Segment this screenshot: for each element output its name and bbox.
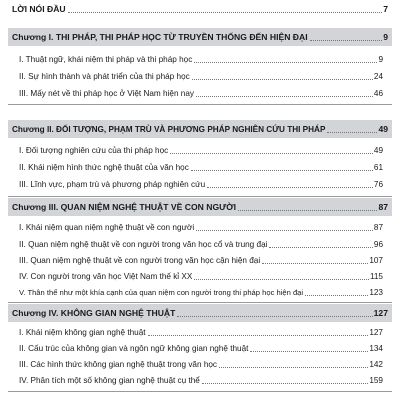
toc-entry [0, 143, 400, 156]
dot-leader [68, 12, 383, 13]
entry-page: 159 [369, 376, 383, 385]
divider [8, 196, 392, 197]
dot-leader [262, 263, 368, 264]
toc-entry [0, 341, 400, 354]
toc-entry [0, 373, 400, 386]
entry-page: 134 [369, 344, 383, 353]
entry-title: II. Quan niệm nghệ thuật về con người trong văn học cổ và trung đại [19, 240, 268, 249]
preface-title: LỜI NÓI ĐẦU [12, 4, 66, 14]
chapter-2-row [0, 122, 400, 135]
chapter-title: Chương III. QUAN NIỆM NGHỆ THUẬT VỀ CON NGƯỜI [12, 202, 236, 212]
chapter-3-row [0, 200, 400, 213]
toc-entry [0, 253, 400, 266]
dot-leader [269, 247, 372, 248]
dot-leader [310, 40, 383, 41]
dot-leader [250, 351, 368, 352]
dot-leader [170, 153, 373, 154]
preface-row [0, 2, 400, 15]
entry-page: 107 [369, 256, 383, 265]
entry-title: I. Đối tượng nghiên cứu của thi pháp học [19, 146, 169, 155]
entry-title: III. Mấy nét về thi pháp học ở Việt Nam hiện nay [19, 89, 194, 98]
entry-page: 142 [369, 360, 383, 369]
chapter-page: 127 [373, 308, 388, 318]
dot-leader [202, 383, 368, 384]
chapter-title: Chương I. THI PHÁP, THI PHÁP HỌC TỪ TRUYỀN THỐNG ĐẾN HIỆN ĐẠI [12, 32, 308, 42]
dot-leader [238, 210, 377, 211]
entry-title: I. Thuật ngữ, khái niệm thi pháp và thi pháp học [19, 55, 193, 64]
dot-leader [305, 295, 368, 296]
entry-page: 96 [373, 240, 383, 249]
entry-page: 46 [373, 89, 383, 98]
divider [8, 302, 392, 303]
toc-entry [0, 177, 400, 190]
dot-leader [219, 367, 368, 368]
entry-page: 123 [369, 288, 383, 297]
entry-title: I. Khái niệm không gian nghệ thuật [19, 328, 146, 337]
entry-page: 9 [378, 55, 383, 64]
dot-leader [191, 170, 373, 171]
toc-entry [0, 220, 400, 233]
toc-entry [0, 237, 400, 250]
chapter-4-row [0, 306, 400, 319]
chapter-page: 49 [378, 124, 388, 134]
dot-leader [192, 79, 373, 80]
toc-entry [0, 86, 400, 99]
dot-leader [148, 335, 369, 336]
toc-entry [0, 325, 400, 338]
entry-page: 61 [373, 163, 383, 172]
dot-leader [196, 96, 373, 97]
divider [8, 391, 392, 392]
chapter-page: 9 [383, 32, 388, 42]
toc-entry [0, 52, 400, 65]
entry-page: 49 [373, 146, 383, 155]
entry-title: III. Quan niệm nghệ thuật về con người trong văn học cận hiện đại [19, 256, 261, 265]
entry-page: 76 [373, 180, 383, 189]
dot-leader [327, 132, 377, 133]
entry-title: III. Các hình thức không gian nghệ thuật trong văn học [19, 360, 218, 369]
entry-title: V. Thân thể như một khía cạnh của quan niệm con người trong thi pháp học hiện đại [19, 288, 304, 297]
toc-entry [0, 160, 400, 173]
entry-page: 24 [373, 72, 383, 81]
entry-title: II. Cấu trúc của không gian và ngôn ngữ không gian nghệ thuật [19, 344, 249, 353]
entry-title: IV. Phân tích một số không gian nghệ thuật cụ thể [19, 376, 200, 385]
dot-leader [177, 316, 372, 317]
toc-entry [0, 357, 400, 370]
chapter-1-row [0, 30, 400, 43]
toc-entry [0, 269, 400, 282]
dot-leader [194, 279, 369, 280]
divider [8, 104, 392, 105]
chapter-page: 87 [378, 202, 388, 212]
entry-page: 115 [369, 272, 383, 281]
preface-page: 7 [383, 4, 388, 14]
entry-title: IV. Con người trong văn học Việt Nam thế kỉ XX [19, 272, 193, 281]
toc-entry [0, 285, 400, 298]
entry-title: I. Khái niệm quan niệm nghệ thuật về con người [19, 223, 195, 232]
entry-title: II. Khái niệm hình thức nghệ thuật của văn học [19, 163, 189, 172]
chapter-title: Chương IV. KHÔNG GIAN NGHỆ THUẬT [12, 308, 176, 318]
entry-page: 87 [373, 223, 383, 232]
entry-title: III. Lĩnh vực, phạm trù và phương pháp nghiên cứu [19, 180, 206, 189]
entry-page: 127 [369, 328, 383, 337]
dot-leader [194, 62, 377, 63]
dot-leader [207, 187, 373, 188]
dot-leader [196, 230, 373, 231]
chapter-title: Chương II. ĐỐI TƯỢNG, PHẠM TRÙ VÀ PHƯƠNG PHÁP NGHIÊN CỨU THI PHÁP [12, 125, 326, 134]
entry-title: II. Sự hình thành và phát triển của thi pháp học [19, 72, 190, 81]
toc-entry [0, 69, 400, 82]
